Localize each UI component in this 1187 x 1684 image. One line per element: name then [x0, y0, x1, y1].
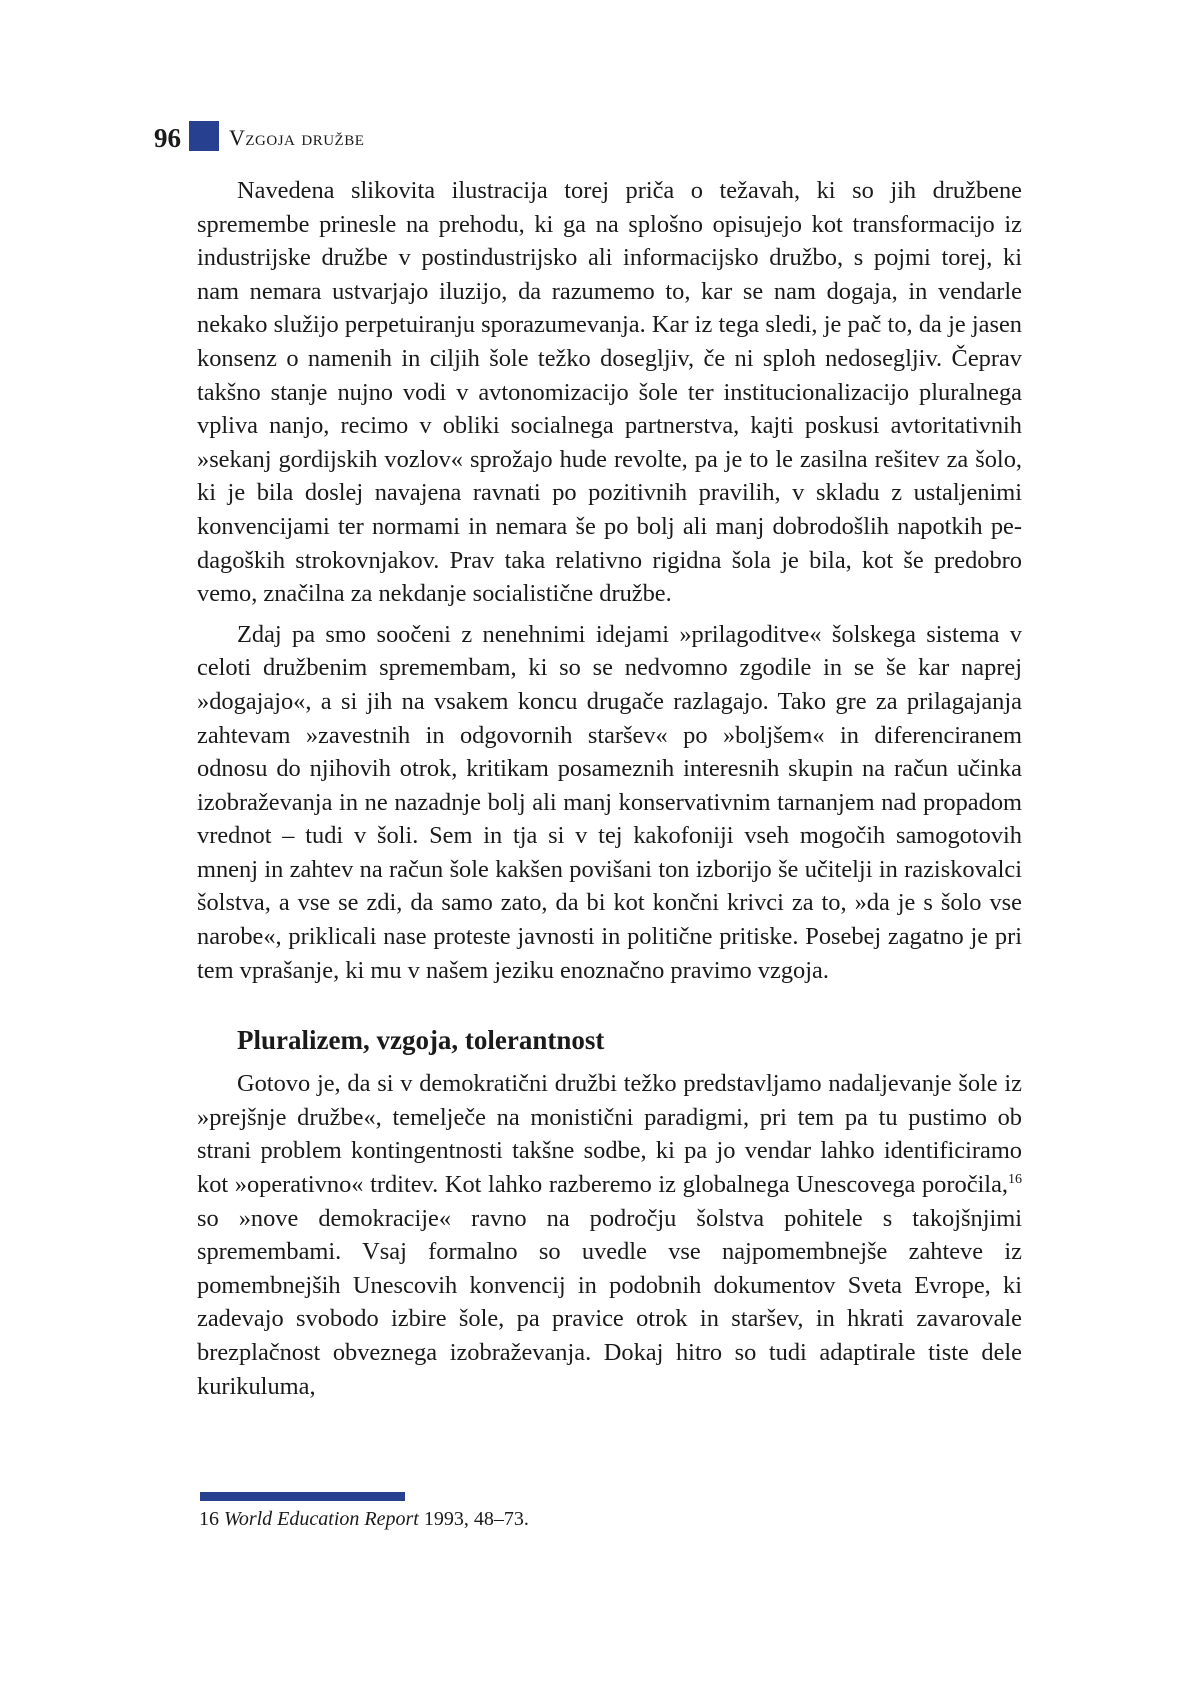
- paragraph: Navedena slikovita ilustracija torej priča o težavah, ki so jih družbene spremembe prinesle na prehodu, ki ga na splošno opisujejo kot transformacijo iz industrijske družbe v postindustrijsko ali informacijsko družbo, s pojmi torej, ki nam nemara ustvarjajo iluzijo, da razumemo to, kar se nam dogaja, in vendarle nekako služijo perpetuiranju sporazumevanja. Kar iz tega sledi, je pač to, da je jasen konsenz o namenih in ciljih šole težko dosegljiv, če ni sploh nedosegljiv. Čeprav takšno stanje nujno vodi v avtonomizacijo šole ter institucionalizacijo pluralnega vpliva nanjo, recimo v obliki socialnega partnerstva, kajti poskusi avtoritativnih »sekanj gordijskih vozlov« sprožajo hude revolte, pa je to le zasilna rešitev za šolo, ki je bila doslej navajena ravnati po pozitivnih pravilih, v skladu z ustaljenimi konvencijami ter normami in nemara še po bolj ali manj dobrodošlih napotkih pedagoških strokovnjakov. Prav taka relativno rigidna šola je bila, kot še predobro vemo, značilna za nekdanje socialistične družbe.: [197, 177, 1022, 608]
- paragraph: [197, 1067, 1022, 1403]
- page-number: 96: [154, 123, 181, 153]
- footnote: [199, 1506, 529, 1532]
- footnote-number: 16: [199, 1508, 219, 1530]
- footnote-divider: [200, 1492, 405, 1501]
- footnote-reference[interactable]: 16: [1008, 1171, 1022, 1187]
- paragraph: Zdaj pa smo soočeni z nenehnimi idejami »prilagoditve« šolskega sistema v celoti družbenim spremembam, ki so se nedvomno zgodile in se še kar naprej »dogajajo«, a si jih na vsakem koncu drugače razlagajo. Tako gre za prilagajanja zahtevam »zavestnih in odgovornih staršev« po »boljšem« in diferenciranem odnosu do njihovih otrok, kritikam posameznih interesnih skupin na račun učinka izobraževanja in ne nazadnje bolj ali manj konservativnim tarnanjem nad propadom vrednot – tudi v šoli. Sem in tja si v tej kakofoniji vseh mogočih samogotovih mnenj in zahtev na račun šole kakšen povišani ton izborijo še učitelji in raziskovalci šolstva, a vse se zdi, da samo zato, da bi kot končni krivci za to, »da je s šolo vse narobe«, priklicali nase proteste javnosti in politične pritiske. Posebej zagatno je pri tem vprašanje, ki mu v našem jeziku enoznačno pravimo vzgoja.: [197, 620, 1022, 984]
- running-head: [154, 118, 364, 152]
- body-text: [197, 174, 1022, 1403]
- accent-square-icon: [189, 121, 219, 151]
- section-heading: Pluralizem, vzgoja, tolerantnost: [237, 1025, 605, 1056]
- paragraph-text: Gotovo je, da si v demokratični družbi težko predstavljamo nadaljevanje šole iz »prejšnje družbe«, temelječe na monistični paradigmi, pri tem pa tu pustimo ob strani problem kontingentnosti takšne sodbe, ki pa jo vendar lahko identificiramo kot »operativno« trditev. Kot lahko razberemo iz globalnega Unescovega poročila,: [197, 1070, 1022, 1199]
- footnote-detail: 1993, 48–73.: [418, 1508, 529, 1530]
- chapter-title: Vzgoja družbe: [229, 125, 365, 150]
- footnote-title: World Education Report: [224, 1508, 419, 1530]
- paragraph-text: so »nove demokracije« ravno na področju šolstva pohitele s takojšnjimi spremembami. Vsaj formalno so uvedle vse najpomembnejše zahteve iz pomembnejših Unescovih konvencij in podobnih dokumentov Sveta Evrope, ki zadevajo svobodo izbire šole, pa pravice otrok in staršev, in hkrati zavarovale brezplačnost obveznega izobraževanja. Dokaj hitro so tudi adaptirale tiste dele kurikuluma,: [197, 1204, 1022, 1400]
